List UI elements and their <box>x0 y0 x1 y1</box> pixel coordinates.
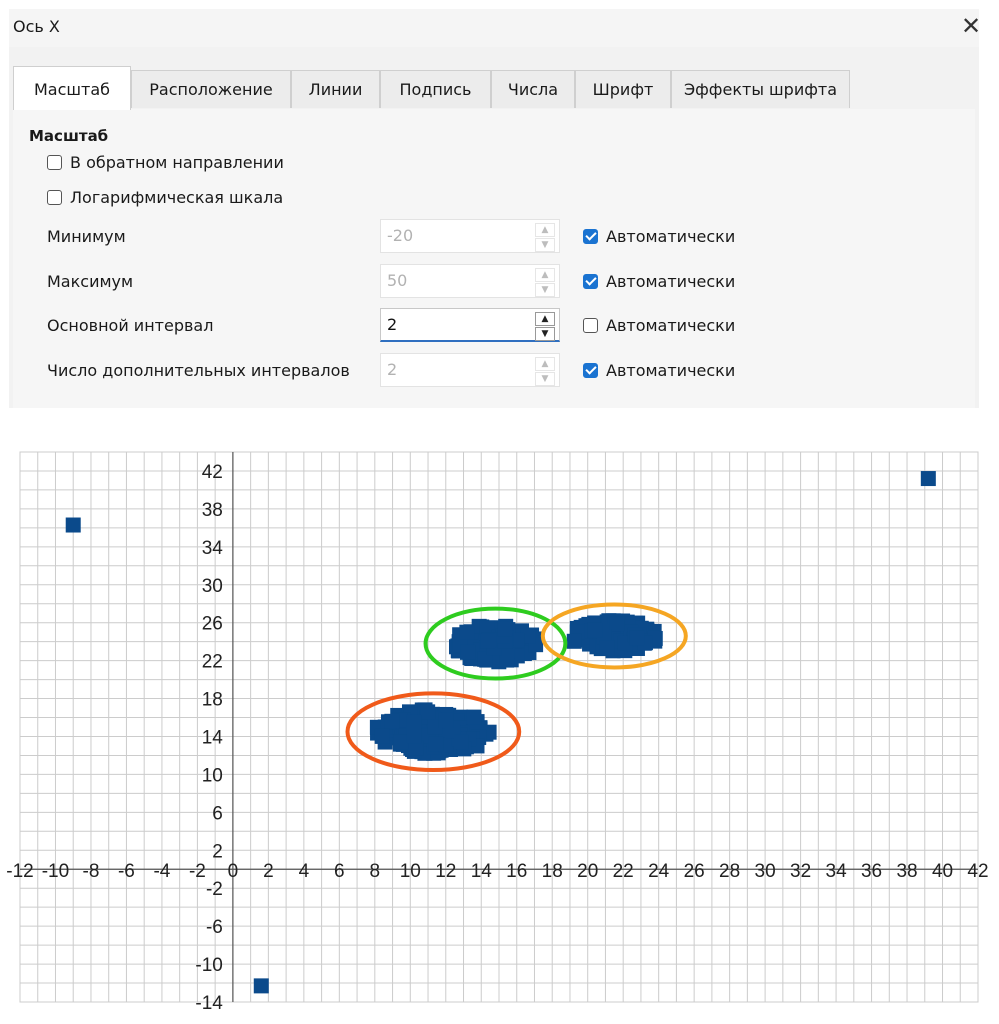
x-tick-label: -8 <box>82 861 100 883</box>
checkbox-icon <box>47 155 62 170</box>
close-icon[interactable]: ✕ <box>961 12 982 40</box>
x-tick-label: 12 <box>435 861 457 883</box>
data-point <box>66 518 81 533</box>
x-tick-label: -12 <box>6 861 34 883</box>
tab-font-effects[interactable]: Эффекты шрифта <box>671 70 850 108</box>
x-tick-label: 38 <box>896 861 918 883</box>
x-tick-label: 0 <box>227 861 239 883</box>
y-tick-label: 34 <box>201 537 223 559</box>
data-point <box>460 645 475 660</box>
log-scale-checkbox[interactable] <box>47 188 283 207</box>
data-point <box>384 714 399 729</box>
x-tick-label: 26 <box>683 861 705 883</box>
data-point <box>587 623 602 638</box>
y-tick-label: 22 <box>201 651 223 673</box>
maximum-label: Максимум <box>47 272 134 291</box>
data-point <box>407 728 422 743</box>
y-tick-label: -10 <box>195 955 223 977</box>
data-point <box>406 714 421 729</box>
x-tick-label: 10 <box>399 861 421 883</box>
checkbox-icon <box>583 318 598 333</box>
y-tick-label: 10 <box>201 765 223 787</box>
major-interval-auto-label: Автоматически <box>606 316 736 335</box>
y-tick-label: 2 <box>212 841 223 863</box>
x-tick-label: 32 <box>790 861 812 883</box>
chart-grid <box>20 452 978 1002</box>
check-icon <box>583 274 598 289</box>
tab-scale[interactable]: Масштаб <box>13 66 131 110</box>
dialog-title: Ось X <box>13 17 60 36</box>
axis-dialog <box>9 9 982 408</box>
x-tick-label: 4 <box>298 861 310 883</box>
section-title: Масштаб <box>29 127 109 145</box>
tab-bar <box>13 66 975 110</box>
minimum-label: Минимум <box>47 227 126 246</box>
y-tick-label: 18 <box>201 689 223 711</box>
data-point <box>921 471 936 486</box>
tab-numbers[interactable]: Числа <box>491 70 575 108</box>
data-point <box>420 704 435 719</box>
data-point <box>567 634 582 649</box>
major-interval-spinbox[interactable] <box>380 308 560 342</box>
data-point <box>480 634 495 649</box>
x-tick-label: 24 <box>648 861 670 883</box>
maximum-auto-checkbox[interactable] <box>583 272 735 291</box>
maximum-auto-label: Автоматически <box>606 272 736 291</box>
x-tick-label: 34 <box>825 861 847 883</box>
major-interval-auto-checkbox[interactable] <box>583 316 735 335</box>
x-tick-label: 36 <box>860 861 883 883</box>
y-tick-label: -2 <box>205 879 223 901</box>
x-tick-label: 2 <box>263 861 274 883</box>
tab-lines[interactable]: Линии <box>291 70 380 108</box>
spin-arrows-icon[interactable]: ▲ ▼ <box>535 223 555 250</box>
data-point <box>428 736 443 751</box>
y-tick-label: 26 <box>201 613 223 635</box>
y-tick-label: 30 <box>201 575 223 597</box>
check-icon <box>583 229 598 244</box>
scale-panel <box>13 109 975 408</box>
tab-label[interactable]: Подпись <box>380 70 491 108</box>
y-tick-label: 42 <box>201 461 223 483</box>
y-tick-label: 6 <box>212 803 223 825</box>
title-bar <box>9 9 982 47</box>
spin-arrows-icon[interactable]: ▲ ▼ <box>535 312 555 339</box>
scatter-chart <box>0 440 999 1024</box>
spin-arrows-icon[interactable]: ▲ ▼ <box>535 268 555 295</box>
maximum-value: 50 <box>387 271 408 290</box>
checkbox-icon <box>47 190 62 205</box>
x-tick-label: 6 <box>334 861 345 883</box>
x-tick-label: 18 <box>541 861 563 883</box>
minor-intervals-auto-label: Автоматически <box>606 361 736 380</box>
data-point <box>600 640 615 655</box>
x-tick-label: -10 <box>41 861 70 883</box>
tab-font[interactable]: Шрифт <box>575 70 671 108</box>
minor-intervals-auto-checkbox[interactable] <box>583 361 735 380</box>
minor-intervals-spinbox[interactable] <box>380 353 560 387</box>
minimum-value: -20 <box>387 226 414 245</box>
data-point <box>454 734 469 749</box>
minor-intervals-value: 2 <box>387 360 398 379</box>
x-tick-label: 28 <box>719 861 741 883</box>
reverse-direction-label: В обратном направлении <box>70 153 284 172</box>
x-tick-label: 16 <box>506 861 528 883</box>
log-scale-label: Логарифмическая шкала <box>70 188 284 207</box>
data-point <box>610 616 625 631</box>
spin-arrows-icon[interactable]: ▲ ▼ <box>535 357 555 384</box>
major-interval-value: 2 <box>387 315 398 334</box>
minimum-auto-checkbox[interactable] <box>583 227 735 246</box>
data-point <box>629 630 644 645</box>
data-point <box>459 625 474 640</box>
x-tick-label: 8 <box>369 861 381 883</box>
minor-intervals-label: Число дополнительных интервалов <box>47 361 350 380</box>
minimum-spinbox[interactable] <box>380 219 560 253</box>
data-point <box>254 978 269 993</box>
x-tick-label: 22 <box>612 861 634 883</box>
data-point <box>393 734 408 749</box>
reverse-direction-checkbox[interactable] <box>47 153 284 172</box>
y-tick-label: -14 <box>195 993 223 1014</box>
maximum-spinbox[interactable] <box>380 264 560 298</box>
y-tick-label: 14 <box>201 727 223 749</box>
tab-position[interactable]: Расположение <box>131 70 291 108</box>
major-interval-label: Основной интервал <box>47 316 214 335</box>
data-point <box>375 729 390 744</box>
minimum-auto-label: Автоматически <box>606 227 736 246</box>
data-point <box>497 621 512 636</box>
x-tick-label: 20 <box>577 861 599 883</box>
x-tick-label: 14 <box>470 861 492 883</box>
x-tick-label: -6 <box>117 861 135 883</box>
y-tick-label: 38 <box>201 499 223 521</box>
data-point <box>466 710 481 725</box>
x-tick-label: 42 <box>967 861 989 883</box>
x-tick-label: -2 <box>188 861 206 883</box>
y-tick-label: -6 <box>205 917 223 939</box>
x-tick-label: 40 <box>931 861 954 883</box>
x-tick-label: -4 <box>153 861 171 883</box>
x-tick-label: 30 <box>754 861 776 883</box>
check-icon <box>583 363 598 378</box>
data-point <box>438 713 453 728</box>
